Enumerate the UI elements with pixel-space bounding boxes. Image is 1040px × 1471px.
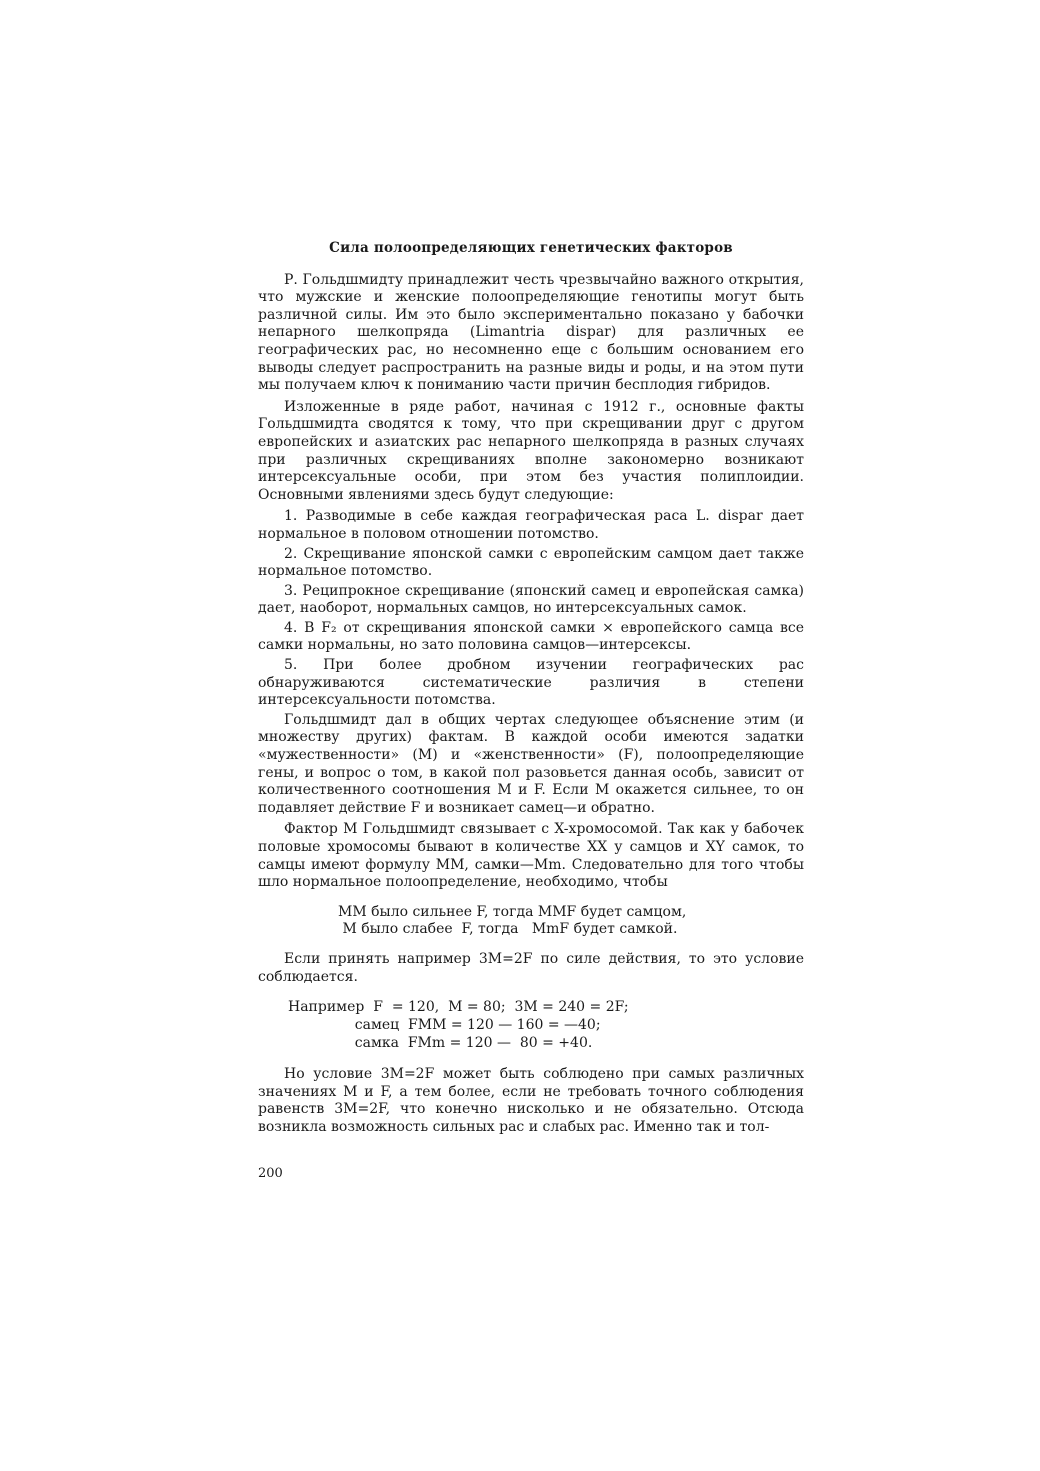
list-item: 4. В F₂ от скрещивания японской самки × европейского самца все самки нормальны, но зато половина самцов—интерсексы.	[258, 619, 804, 654]
formula-line: Например F = 120, M = 80; 3M = 240 = 2F;	[288, 999, 629, 1016]
page-body	[258, 240, 804, 1141]
paragraph-5: Если принять например 3M=2F по силе действия, то это условие соблюдается.	[258, 950, 804, 985]
formula-line: самка FMm = 120 — 80 = +40.	[288, 1035, 593, 1052]
paragraph-2: Изложенные в ряде работ, начиная с 1912 г., основные факты Гольдшмидта сводятся к тому, что при скрещивании друг с другом европейских и азиатских рас непарного шелкопряда в разных случаях при различных скрещиваниях вполне закономерно возникают интерсексуальные особи, при этом без участия полиплоидии. Основными явлениями здесь будут следующие:	[258, 398, 804, 503]
page-number: 200	[258, 1166, 283, 1181]
section-heading: Сила полоопределяющих генетических факторов	[329, 240, 733, 256]
paragraph-3: Гольдшмидт дал в общих чертах следующее объяснение этим (и множеству других) фактам. В каждой особи имеются задатки «мужественности» (М) и «женственности» (F), полоопределяющие гены, и вопрос о том, в какой пол разовьется данная особь, зависит от количественного соотношения М и F. Если М окажется сильнее, то он подавляет действие F и возникает самец—и обратно.	[258, 711, 804, 816]
condition-line: ММ было сильнее F, тогда MMF будет самцом,	[338, 903, 687, 920]
paragraph-4: Фактор М Гольдшмидт связывает с X-хромосомой. Так как у бабочек половые хромосомы бывают в количестве XX у самцов и XY самок, то самцы имеют формулу ММ, самки—Mm. Следовательно для того чтобы шло нормальное полоопределение, необходимо, чтобы	[258, 821, 804, 891]
numbered-list	[258, 508, 804, 710]
list-item: 2. Скрещивание японской самки с европейским самцом дает также нормальное потомство.	[258, 545, 804, 580]
list-item: 5. При более дробном изучении географических рас обнаруживаются систематические различия в степени интерсексуальности потомства.	[258, 657, 804, 709]
condition-block	[338, 904, 804, 939]
condition-line: М было слабее F, тогда MmF будет самкой.	[338, 921, 678, 938]
paragraph-6: Но условие 3M=2F может быть соблюдено при самых различных значениях М и F, а тем более, если не требовать точного соблюдения равенств 3M=2F, что конечно нисколько и не обязательно. Отсюда возникла возможность сильных рас и слабых рас. Именно так и тол-	[258, 1066, 804, 1135]
paragraph-1: Р. Гольдшмидту принадлежит честь чрезвычайно важного открытия, что мужские и женские полоопределяющие генотипы могут быть различной силы. Им это было экспериментально показано у бабочки непарного шелкопряда (Limantria dispar) для различных ее географических рас, но несомненно еще с большим основанием его выводы следует распространить на разные виды и роды, и на этом пути мы получаем ключ к пониманию части причин бесплодия гибридов.	[258, 271, 804, 394]
list-item: 1. Разводимые в себе каждая географическая раса L. dispar дает нормальное в половом отношении потомство.	[258, 508, 804, 542]
formula-block	[288, 998, 804, 1052]
formula-line: самец FMM = 120 — 160 = —40;	[288, 1017, 601, 1034]
list-item: 3. Реципрокное скрещивание (японский самец и европейская самка) дает, наоборот, нормальных самцов, но интерсексуальных самок.	[258, 582, 804, 617]
